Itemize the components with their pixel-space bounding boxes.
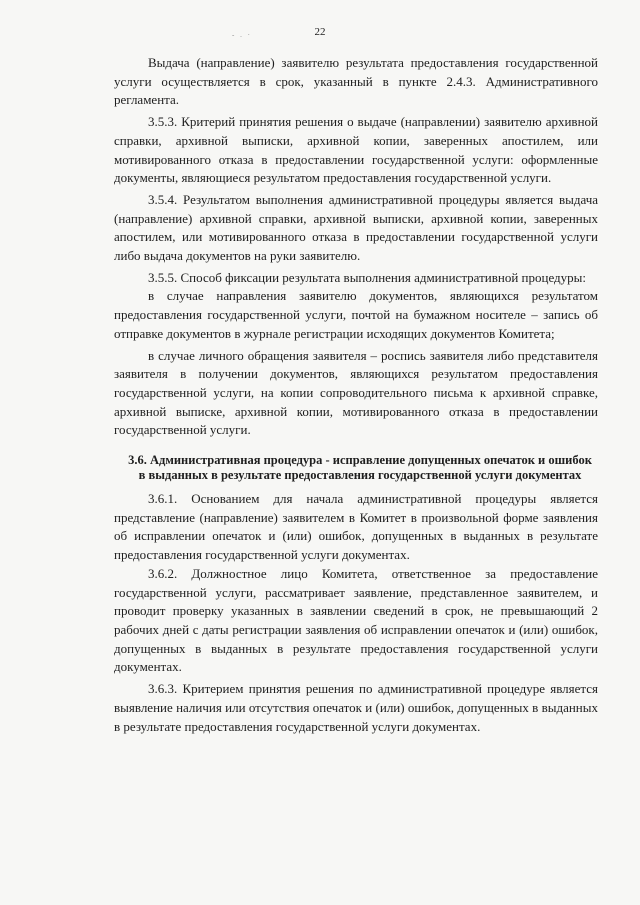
paragraph-3-5-4: 3.5.4. Результатом выполнения административной процедуры является выдача (направление) архивной справки, архивной выписки, архивной копии, заверенных апостилем, или мотивированного отказа в предоставлении государственной услуги либо выдача документов на руки заявителю. [114,191,598,264]
scan-specks: - . · [232,31,252,39]
page-number: 22 [314,26,326,38]
paragraph-issuance: Выдача (направление) заявителю результата предоставления государственной услуги осуществляется в срок, указанный в пункте 2.4.3. Административного регламента. [114,55,598,108]
paragraph-postal-case: в случае направления заявителю документов, являющихся результатом предоставления государственной услуги, почтой на бумажном носителе – запись об отправке документов в журнале регистрации исходящих документов Комитета; [114,288,598,341]
paragraph-3-6-3: 3.6.3. Критерием принятия решения по административной процедуре является выявление наличия или отсутствия опечаток и (или) ошибок, допущенных в выданных в результате предоставления государственной услуги документах. [114,681,598,734]
paragraph-3-6-1: 3.6.1. Основанием для начала административной процедуры является представление (направление) заявителем в Комитет в произвольной форме заявления об исправлении опечаток и (или) ошибок, допущенных в выданных в результате предоставления государственной услуги документах. [114,491,598,563]
paragraph-3-6-2: 3.6.2. Должностное лицо Комитета, ответственное за предоставление государственной услуги, рассматривает заявление, представленное заявителем, и проводит проверку указанных в заявлении сведений в срок, не превышающий 2 рабочих дней с даты регистрации заявления об исправлении опечаток и (или) ошибок, допущенных в выданных в результате предоставления государственной услуги документах. [114,565,598,675]
paragraph-3-5-5: 3.5.5. Способ фиксации результата выполнения административной процедуры: [148,269,587,285]
section-heading-3-6: 3.6. Административная процедура - исправление допущенных опечаток и ошибок в выданных в результате предоставления государственной услуги документах [128,453,592,482]
paragraph-3-5-3: 3.5.3. Критерий принятия решения о выдаче (направлении) заявителю архивной справки, архивной выписки, архивной копии, заверенных апостилем, или мотивированного отказа в предоставлении государственной услуги: оформленные документы, являющиеся результатом предоставления государственной услуги. [114,114,598,186]
document-body [114,54,598,736]
paragraph-personal-case: в случае личного обращения заявителя – роспись заявителя либо представителя заявителя в получении документов, являющихся результатом предоставления государственной услуги, на копии сопроводительного письма к архивной справке, архивной выписке, архивной копии, мотивированного отказа в предоставлении государственной услуги. [114,347,598,438]
